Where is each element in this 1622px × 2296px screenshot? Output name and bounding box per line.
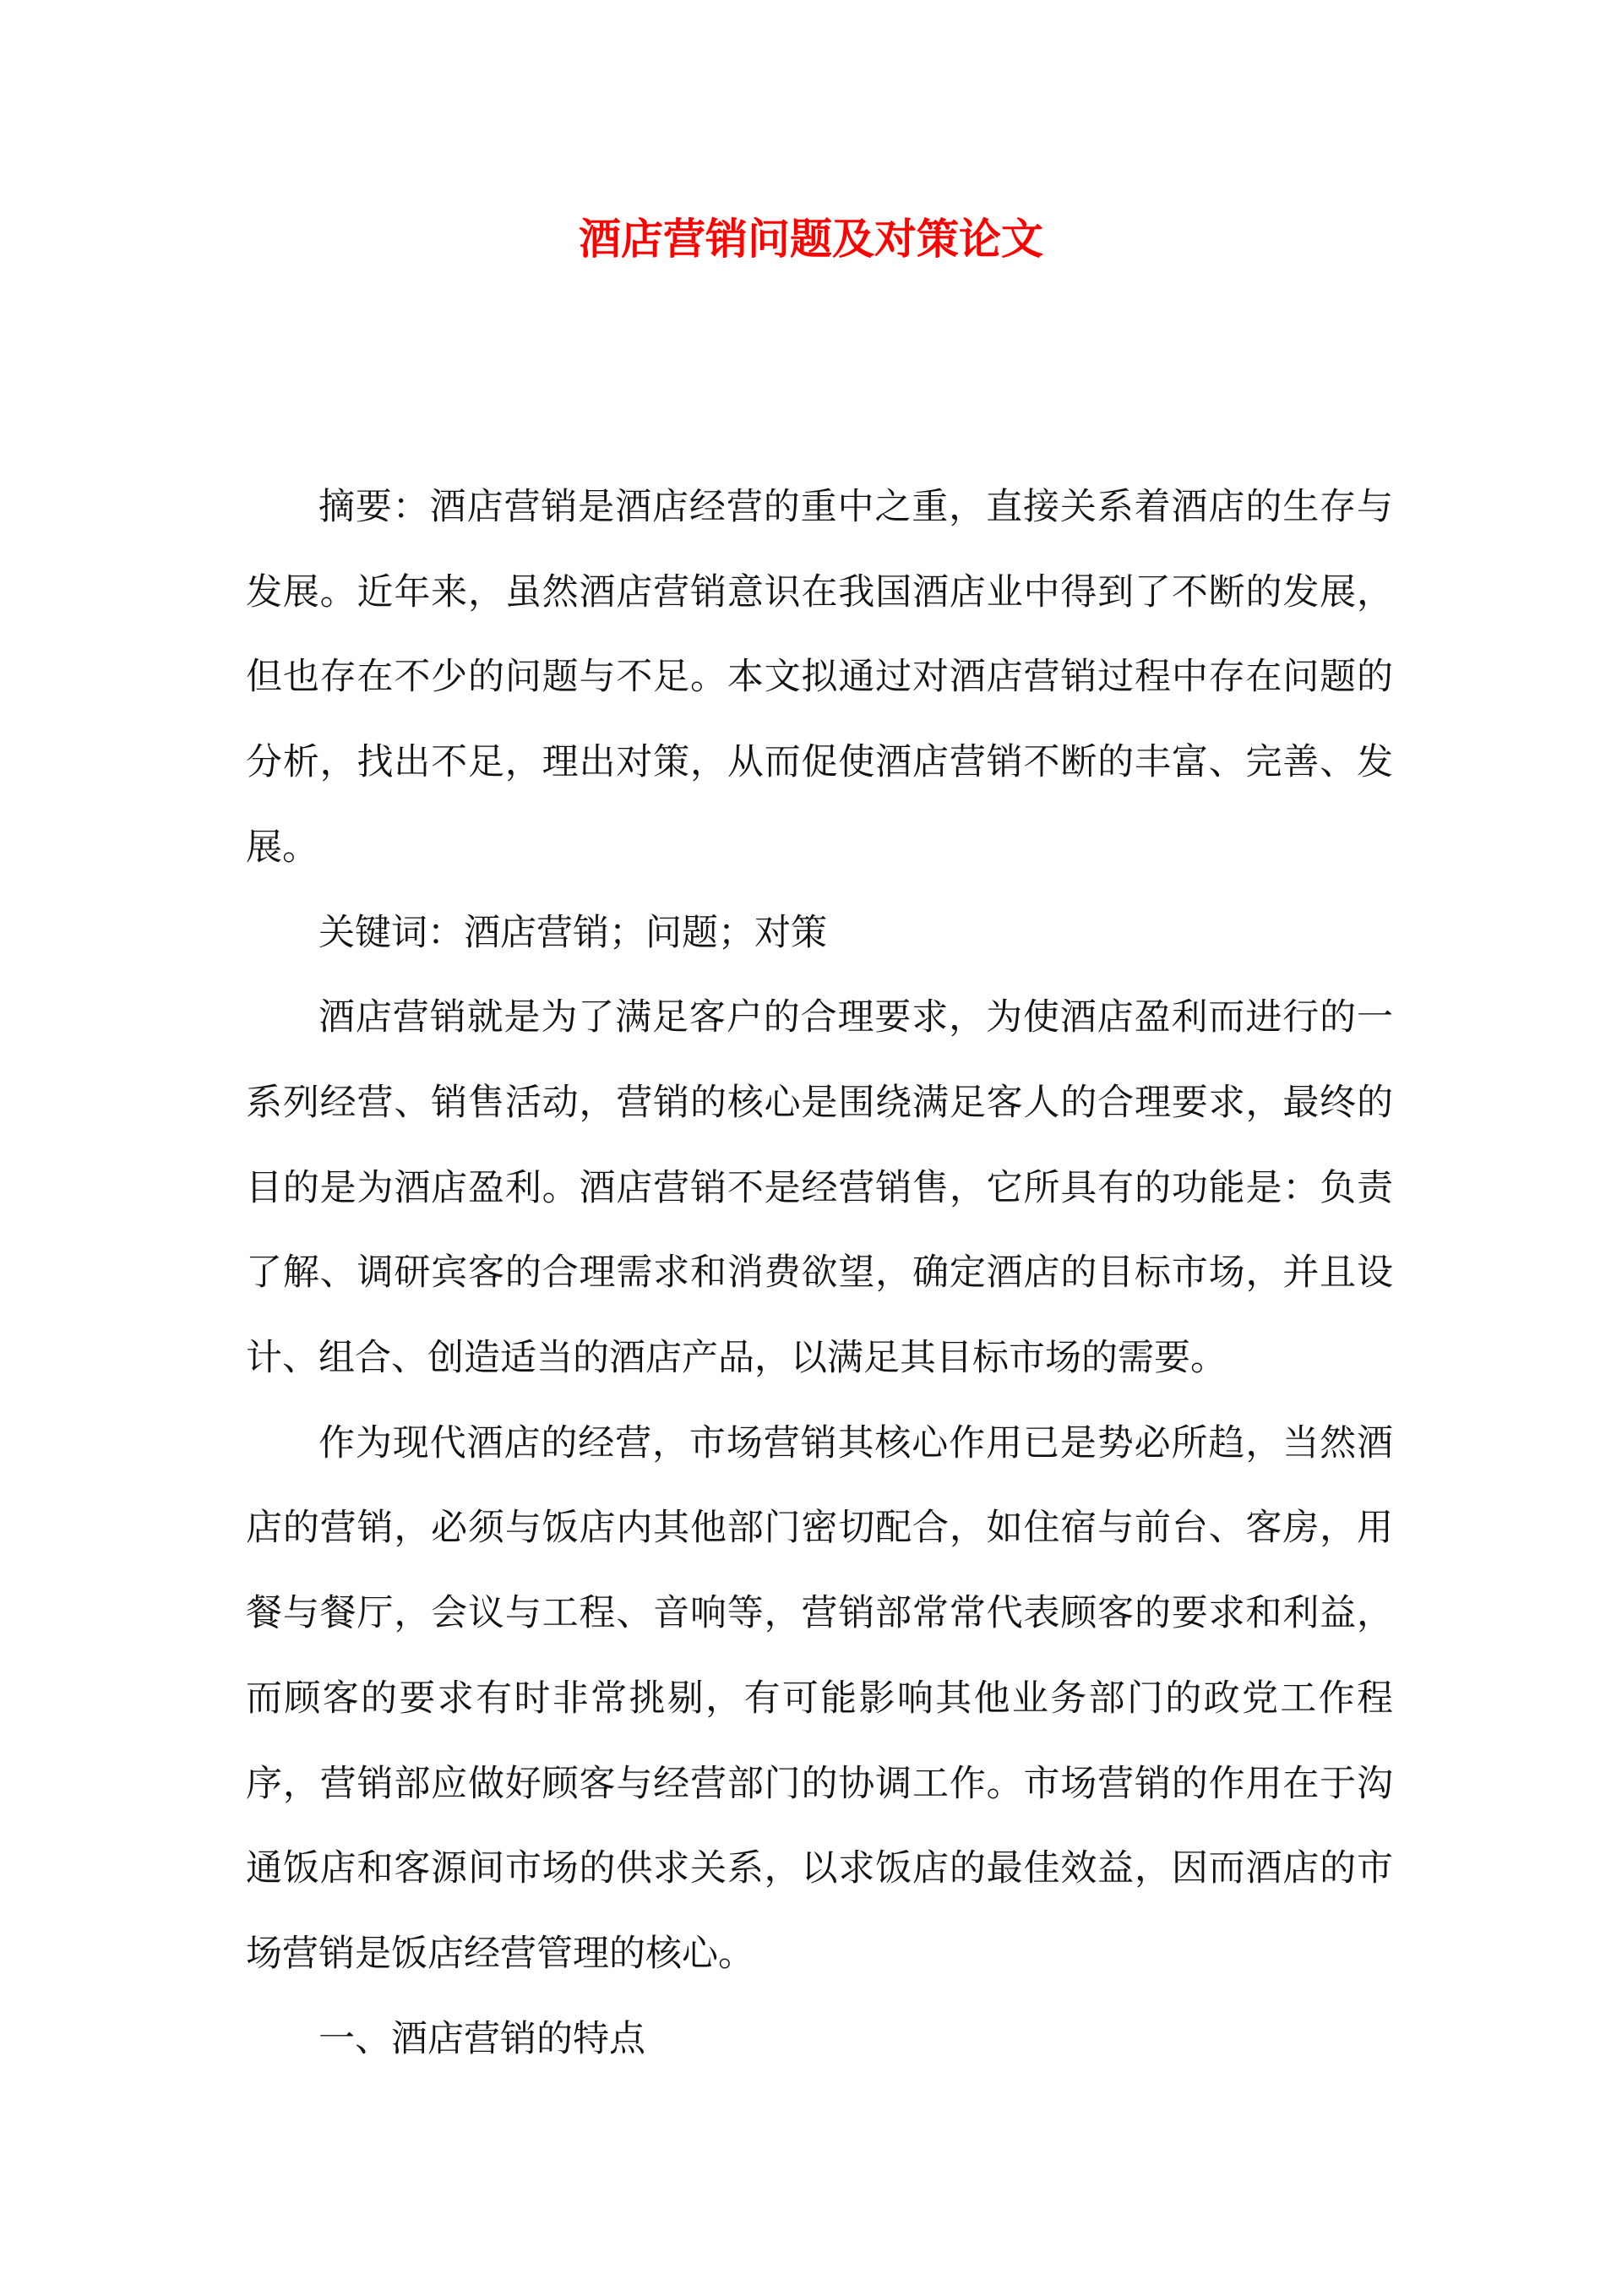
abstract-paragraph: 摘要：酒店营销是酒店经营的重中之重，直接关系着酒店的生存与发展。近年来，虽然酒店营销意识在我国酒店业中得到了不断的发展，但也存在不少的问题与不足。本文拟通过对酒店营销过程中存在问题的分析，找出不足，理出对策，从而促使酒店营销不断的丰富、完善、发展。 — [246, 486, 1393, 869]
body-paragraph: 酒店营销就是为了满足客户的合理要求，为使酒店盈利而进行的一系列经营、销售活动，营销的核心是围绕满足客人的合理要求，最终的目的是为酒店盈利。酒店营销不是经营销售，它所具有的功能是：负责了解、调研宾客的合理需求和消费欲望，确定酒店的目标市场，并且设计、组合、创造适当的酒店产品，以满足其目标市场的需要。 — [246, 996, 1393, 1380]
document-title: 酒店营销问题及对策论文 — [579, 214, 1043, 264]
document-body — [246, 465, 1393, 2081]
section-heading: 一、酒店营销的特点 — [318, 2017, 645, 2060]
keywords-paragraph: 关键词：酒店营销；问题；对策 — [318, 911, 827, 954]
body-paragraph: 作为现代酒店的经营，市场营销其核心作用已是势必所趋，当然酒店的营销，必须与饭店内其他部门密切配合，如住宿与前台、客房，用餐与餐厅，会议与工程、音响等，营销部常常代表顾客的要求和利益，而顾客的要求有时非常挑剔，有可能影响其他业务部门的政党工作程序，营销部应做好顾客与经营部门的协调工作。市场营销的作用在于沟通饭店和客源间市场的供求关系，以求饭店的最佳效益，因而酒店的市场营销是饭店经营管理的核心。 — [246, 1421, 1393, 1975]
